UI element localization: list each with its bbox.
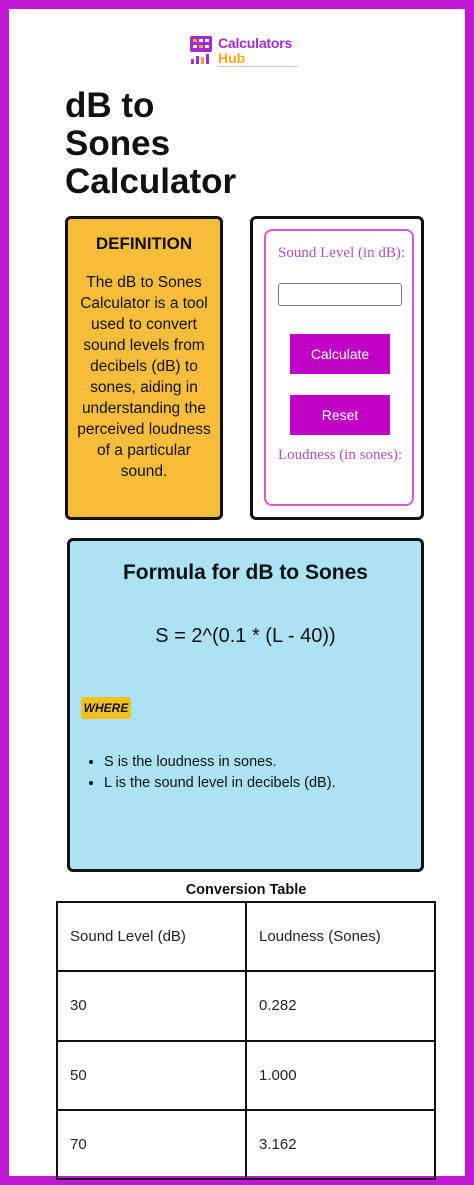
- table-cell: 3.162: [246, 1110, 435, 1179]
- brand-underline: [218, 66, 298, 67]
- calculator-form: [264, 229, 414, 506]
- formula-card: [67, 538, 424, 872]
- brand-name-line1: Calculators: [218, 35, 293, 51]
- sound-level-input[interactable]: [278, 283, 402, 306]
- conversion-table: [56, 901, 436, 1180]
- table-title: Conversion Table: [185, 882, 307, 898]
- reset-button[interactable]: Reset: [290, 395, 390, 435]
- list-item: • S is the loudness in sones.: [104, 752, 414, 773]
- formula-expression: S = 2^(0.1 * (L - 40)): [155, 625, 336, 647]
- brand-logo[interactable]: [189, 35, 309, 69]
- table-cell: 0.282: [246, 971, 435, 1040]
- formula-heading: Formula for dB to Sones: [122, 561, 368, 584]
- where-badge: WHERE: [81, 697, 131, 719]
- table-cell: 50: [57, 1041, 246, 1110]
- table-header-cell: Sound Level (dB): [57, 902, 246, 971]
- table-header-cell: Loudness (Sones): [246, 902, 435, 971]
- page-title: dB to Sones Calculator: [65, 86, 237, 201]
- calculate-button[interactable]: Calculate: [290, 334, 390, 374]
- table-cell: 70: [57, 1110, 246, 1179]
- sound-wave-icon: [237, 97, 457, 187]
- table-header-row: [57, 902, 435, 971]
- table-row: [57, 1041, 435, 1110]
- table-row: [57, 971, 435, 1040]
- calculator-chart-icon: [189, 35, 215, 65]
- table-cell: 30: [57, 971, 246, 1040]
- sound-level-label: Sound Level (in dB):: [278, 245, 406, 261]
- table-cell: 1.000: [246, 1041, 435, 1110]
- loudness-result-label: Loudness (in sones):: [278, 447, 403, 463]
- definition-card: [65, 216, 223, 520]
- list-item: • L is the sound level in decibels (dB).: [104, 773, 414, 794]
- table-row: [57, 1110, 435, 1179]
- brand-name-line2: Hub: [218, 50, 246, 66]
- definition-heading: DEFINITION: [95, 234, 193, 253]
- formula-variable-list: [104, 752, 414, 794]
- calculator-card: [250, 216, 424, 520]
- definition-text: The dB to Sones Calculator is a tool used to convert sound levels from decibels (dB) to sones, aiding in understanding the perceived loudness of a particular sound.: [77, 274, 211, 480]
